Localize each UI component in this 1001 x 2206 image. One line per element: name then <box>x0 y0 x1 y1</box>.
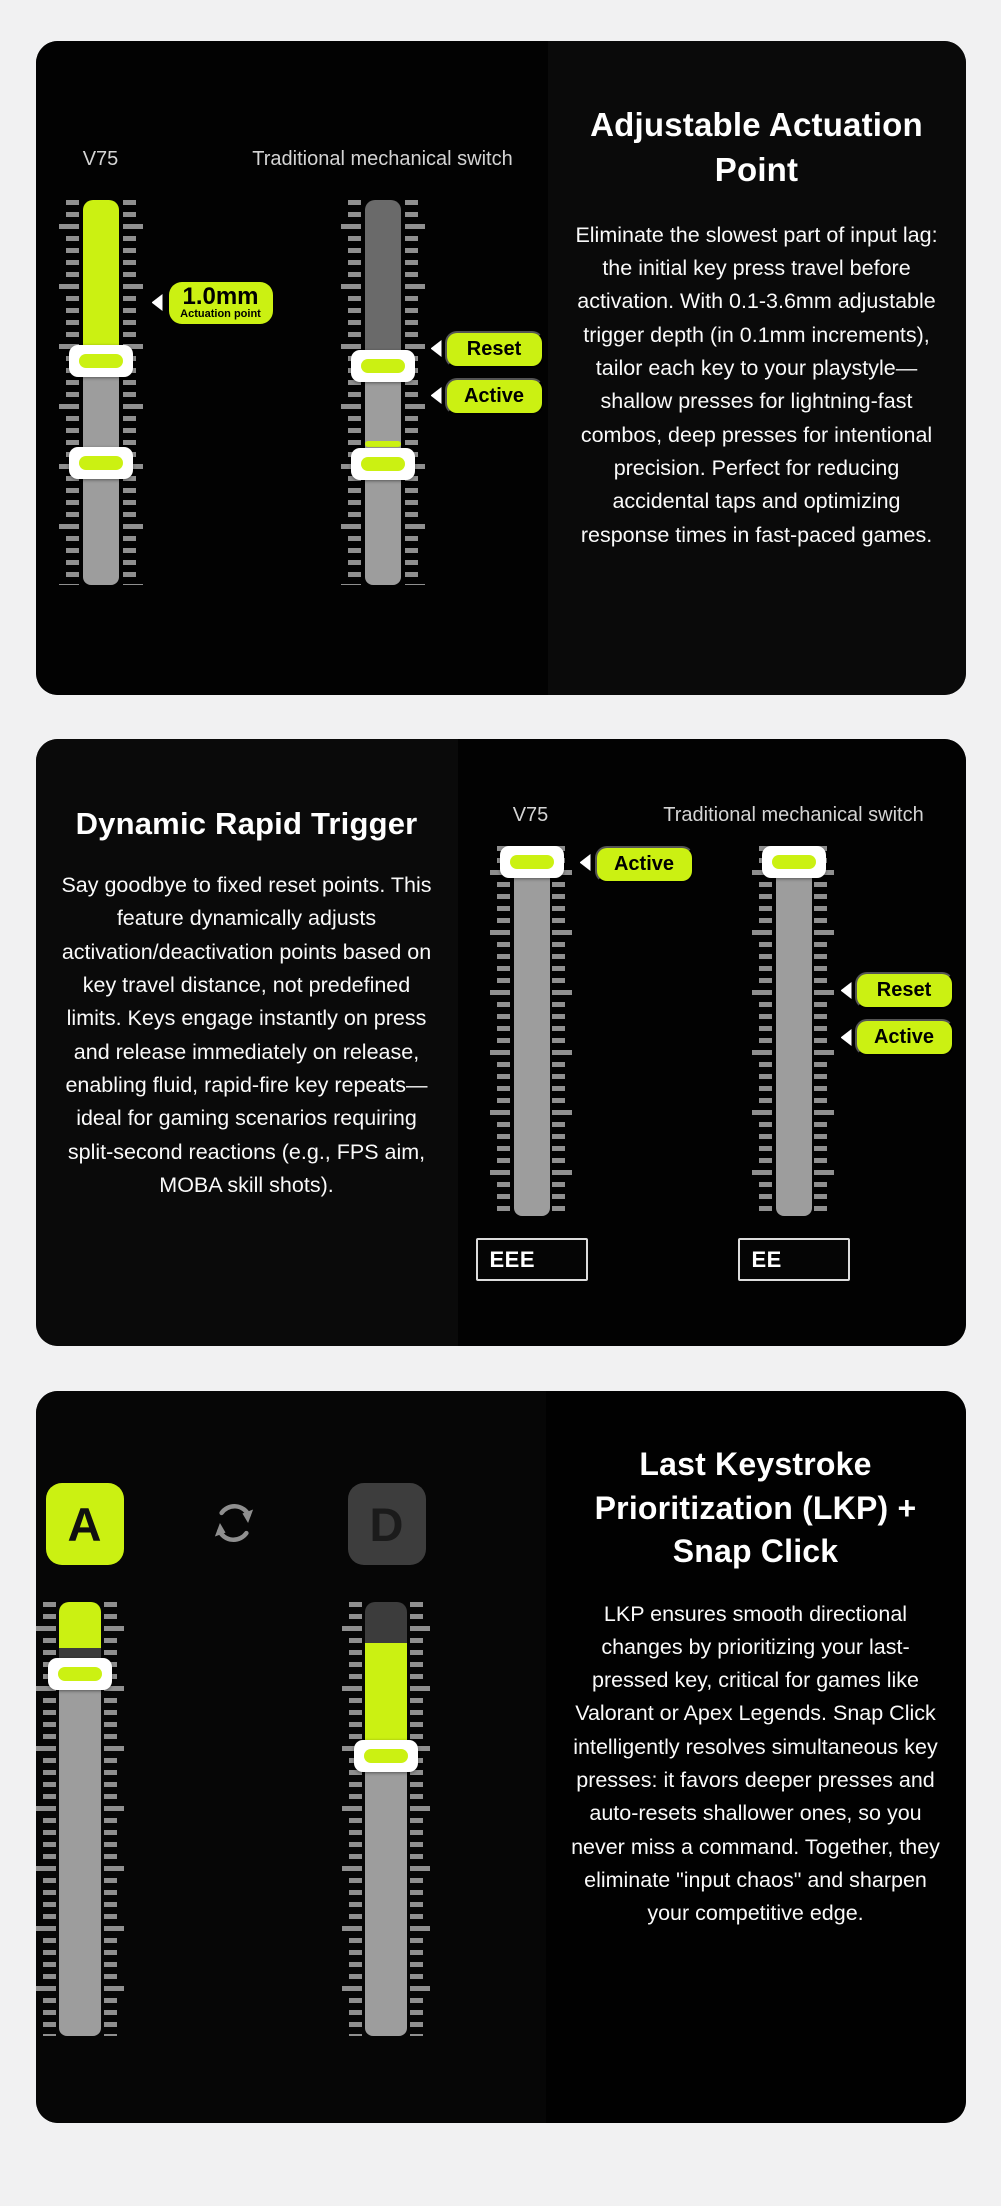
trigger-handle[interactable] <box>500 846 564 878</box>
reset-handle[interactable] <box>69 447 133 479</box>
reset-button[interactable]: Reset <box>855 972 954 1009</box>
travel-fill <box>83 200 119 365</box>
left-pointer-icon <box>841 982 852 999</box>
traditional-label: Traditional mechanical switch <box>252 148 513 170</box>
tick-scale <box>342 1602 362 2036</box>
actuation-point-badge <box>169 282 273 324</box>
feature-copy <box>548 41 966 695</box>
actuation-demo-graphic <box>36 41 548 695</box>
v75-travel-bar <box>514 851 550 1216</box>
actuation-handle[interactable] <box>69 345 133 377</box>
handle-pill <box>510 855 554 869</box>
feature-description: Eliminate the slowest part of input lag: the initial key press travel before activation. With 0.1-3.6mm adjustable trigger depth (in 0.1mm increments), tailor each key to your playstyle—shallow presses for lightning-fast combos, deep presses for intentional precision. Perfect for reducing accidental taps and optimizing response times in fast-paced games. <box>575 222 938 547</box>
travel-gap <box>365 1602 407 1643</box>
lkp-demo-graphic <box>36 1391 546 2123</box>
tick-scale <box>341 200 361 585</box>
travel-fill <box>59 1602 101 1648</box>
tick-scale <box>405 200 425 585</box>
active-button[interactable]: Active <box>855 1019 954 1056</box>
feature-copy <box>36 739 458 1346</box>
travel-track <box>776 851 812 1216</box>
tick-scale <box>752 846 772 1216</box>
traditional-travel-bar <box>776 851 812 1216</box>
reset-point-line <box>365 441 401 447</box>
rapid-trigger-demo-graphic <box>458 739 966 1346</box>
left-pointer-icon <box>431 340 442 357</box>
feature-title: Dynamic Rapid Trigger <box>75 806 418 841</box>
left-pointer-icon <box>152 294 163 311</box>
reset-button[interactable]: Reset <box>445 331 544 368</box>
tick-scale <box>490 846 510 1216</box>
travel-track <box>514 851 550 1216</box>
keycap-a: A <box>46 1483 124 1565</box>
sync-loop-icon <box>207 1496 261 1550</box>
handle-pill <box>79 456 123 470</box>
left-pointer-icon <box>580 854 591 871</box>
panel-dynamic-rapid-trigger <box>36 739 966 1346</box>
left-pointer-icon <box>431 387 442 404</box>
active-button[interactable]: Active <box>445 378 544 415</box>
travel-track <box>59 1660 101 2036</box>
travel-fill <box>365 1643 407 1741</box>
handle-pill <box>772 855 816 869</box>
v75-label: V75 <box>512 804 549 826</box>
handle-pill <box>79 354 123 368</box>
actuation-value: 1.0mm <box>182 283 259 310</box>
panel-lkp-snap-click <box>36 1391 966 2123</box>
feature-description: LKP ensures smooth directional changes by prioritizing your last-pressed key, critical for games like Valorant or Apex Legends. Snap Click intelligently resolves simultaneous key presses: it favors deeper presses and auto-resets shallower ones, so you never miss a command. Together, they eliminate "input chaos" and sharpen your competitive edge. <box>571 1601 940 1926</box>
keycap-d: D <box>348 1483 426 1565</box>
handle-pill <box>58 1667 102 1681</box>
active-button[interactable]: Active <box>595 846 694 883</box>
v75-keystroke-input[interactable]: EEE <box>476 1238 588 1281</box>
tick-scale <box>59 200 79 585</box>
traditional-keystroke-input[interactable]: EE <box>738 1238 850 1281</box>
tick-scale <box>552 846 572 1216</box>
left-pointer-icon <box>841 1029 852 1046</box>
traditional-label: Traditional mechanical switch <box>663 804 924 826</box>
actuation-handle[interactable] <box>351 350 415 382</box>
handle-pill <box>361 457 405 471</box>
actuation-caption: Actuation point <box>180 308 261 320</box>
feature-description: Say goodbye to fixed reset points. This feature dynamically adjusts activation/deactivation points based on key travel distance, not predefined limits. Keys engage instantly on press and release immediately on release, enabling fluid, rapid-fire key repeats—ideal for gaming scenarios requiring split-second reactions (e.g., FPS aim, MOBA skill shots). <box>61 873 432 1197</box>
tick-scale <box>814 846 834 1216</box>
reset-handle[interactable] <box>351 448 415 480</box>
travel-fill-dark <box>365 200 401 365</box>
v75-travel-bar <box>83 200 119 585</box>
d-key-travel-bar <box>365 1602 407 2036</box>
feature-copy <box>546 1391 966 2123</box>
feature-title: Adjustable Actuation Point <box>590 106 923 188</box>
trigger-handle[interactable] <box>762 846 826 878</box>
handle-pill <box>361 359 405 373</box>
tick-scale <box>410 1602 430 2036</box>
traditional-travel-bar <box>365 200 401 585</box>
d-key-handle[interactable] <box>354 1740 418 1772</box>
feature-title: Last Keystroke Prioritization (LKP) + Snap Click <box>594 1446 917 1570</box>
handle-pill <box>364 1749 408 1763</box>
tick-scale <box>123 200 143 585</box>
v75-label: V75 <box>82 148 119 170</box>
travel-track <box>365 1741 407 2036</box>
panel-adjustable-actuation <box>36 41 966 695</box>
a-key-handle[interactable] <box>48 1658 112 1690</box>
